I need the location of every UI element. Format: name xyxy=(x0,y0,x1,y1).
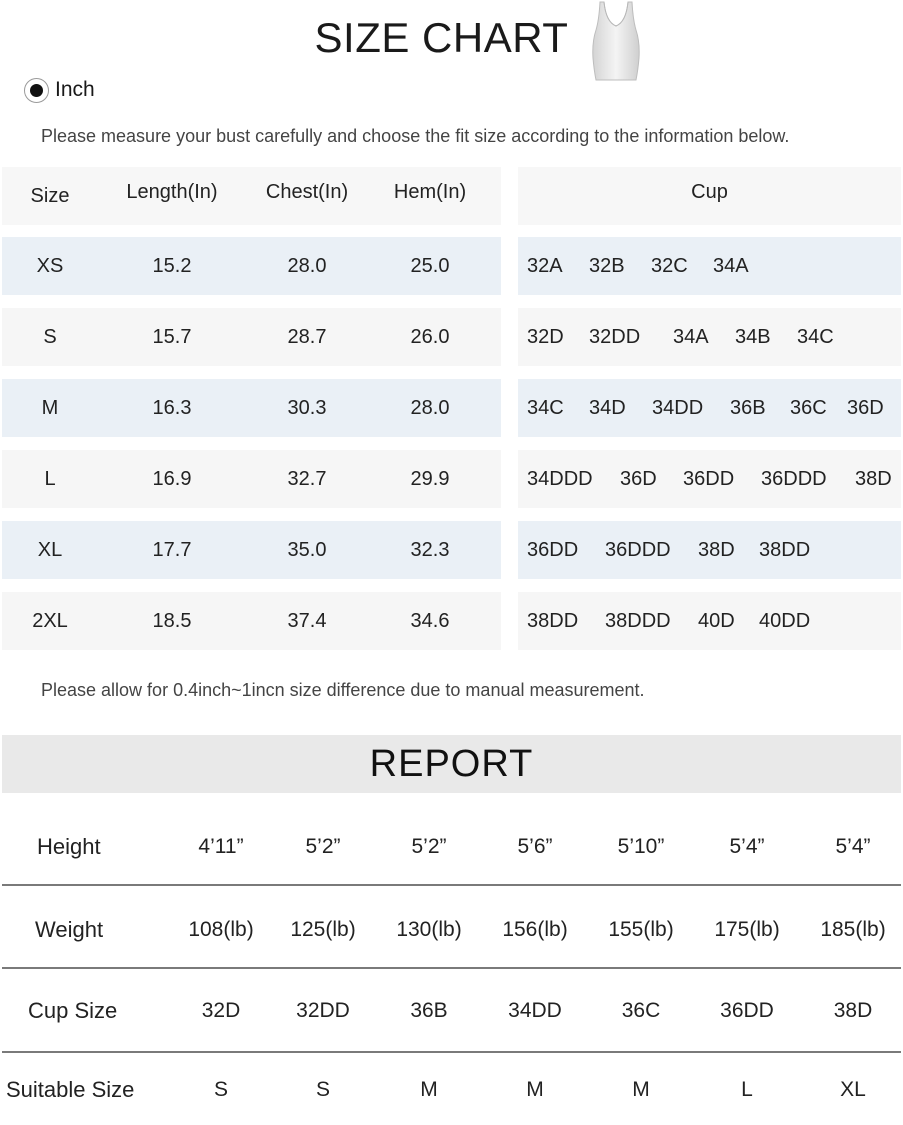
header-chest: Chest(In) xyxy=(265,180,349,203)
report-value: 32D xyxy=(201,999,241,1022)
unit-option-inch[interactable] xyxy=(24,76,95,104)
report-value: M xyxy=(420,1078,438,1101)
report-row-label: Weight xyxy=(35,917,104,942)
size-cell: S xyxy=(43,325,57,348)
report-value: 32DD xyxy=(296,999,350,1022)
chest-cell: 37.4 xyxy=(287,609,327,632)
size-cell: XL xyxy=(37,538,63,561)
report-row-height xyxy=(0,806,903,888)
report-value: 156(lb) xyxy=(502,918,568,941)
hem-cell: 25.0 xyxy=(410,254,450,277)
report-title-bar xyxy=(2,735,901,793)
cup-list xyxy=(518,379,901,437)
cup-value: 34B xyxy=(735,325,771,348)
cup-value: 34DDD xyxy=(527,467,593,490)
hem-cell: 26.0 xyxy=(410,325,450,348)
report-value: 5’4” xyxy=(729,835,765,858)
cup-value: 38D xyxy=(855,467,892,490)
header-size: Size xyxy=(30,184,70,207)
chest-cell: 30.3 xyxy=(287,396,327,419)
report-value: 155(lb) xyxy=(608,918,674,941)
chest-cell: 35.0 xyxy=(287,538,327,561)
header-length: Length(In) xyxy=(126,180,218,203)
report-value: L xyxy=(741,1078,753,1101)
size-cell: XS xyxy=(36,254,64,277)
size-cell: L xyxy=(44,467,56,490)
cup-value: 34DD xyxy=(652,396,704,419)
report-row-label: Cup Size xyxy=(28,998,118,1023)
chest-cell: 28.0 xyxy=(287,254,327,277)
cup-value: 34C xyxy=(527,396,564,419)
cup-value: 36DD xyxy=(527,538,579,561)
length-cell: 16.9 xyxy=(152,467,192,490)
cup-value: 36B xyxy=(730,396,766,419)
report-value: 125(lb) xyxy=(290,918,356,941)
hem-cell: 32.3 xyxy=(410,538,450,561)
report-value: XL xyxy=(840,1078,866,1101)
size-cell: 2XL xyxy=(32,609,68,632)
report-row-suitable-size xyxy=(0,1050,903,1125)
cup-list xyxy=(518,237,901,295)
cup-value: 32B xyxy=(589,254,625,277)
report-value: 36C xyxy=(621,999,661,1022)
report-value: 36DD xyxy=(720,999,774,1022)
cup-value: 34D xyxy=(589,396,626,419)
report-row-weight xyxy=(0,889,903,971)
report-row-cup-size xyxy=(0,970,903,1052)
cup-value: 38DDD xyxy=(605,609,671,632)
length-cell: 15.2 xyxy=(152,254,192,277)
cup-value: 34A xyxy=(673,325,709,348)
measure-instructions: Please measure your bust carefully and choose the fit size according to the information below. xyxy=(41,126,790,146)
report-value: 36B xyxy=(410,999,448,1022)
chest-cell: 28.7 xyxy=(287,325,327,348)
report-value: 5’10” xyxy=(617,835,665,858)
cup-value: 36DDD xyxy=(605,538,671,561)
cup-list xyxy=(518,450,901,508)
chest-cell: 32.7 xyxy=(287,467,327,490)
cup-value: 32DD xyxy=(589,325,641,348)
size-cell: M xyxy=(41,396,59,419)
header-cup: Cup xyxy=(691,180,728,203)
tank-top-product-image xyxy=(586,0,646,82)
report-row-label: Height xyxy=(37,834,101,859)
cup-list xyxy=(518,308,901,366)
report-value: 130(lb) xyxy=(396,918,462,941)
row-divider xyxy=(2,967,901,969)
hem-cell: 29.9 xyxy=(410,467,450,490)
report-value: 108(lb) xyxy=(188,918,254,941)
length-cell: 16.3 xyxy=(152,396,192,419)
unit-option-label: Inch xyxy=(55,78,95,101)
radio-selected-icon[interactable] xyxy=(24,78,49,103)
report-value: 38D xyxy=(833,999,873,1022)
report-title: REPORT xyxy=(369,742,534,785)
cup-value: 36DD xyxy=(683,467,735,490)
page-title: SIZE CHART xyxy=(314,14,569,61)
cup-value: 36DDD xyxy=(761,467,827,490)
report-value: M xyxy=(526,1078,544,1101)
length-cell: 17.7 xyxy=(152,538,192,561)
radio-dot xyxy=(30,84,43,97)
row-divider xyxy=(2,884,901,886)
hem-cell: 28.0 xyxy=(410,396,450,419)
cup-list xyxy=(518,521,901,579)
report-value: 5’4” xyxy=(835,835,871,858)
hem-cell: 34.6 xyxy=(410,609,450,632)
report-value: 5’2” xyxy=(411,835,447,858)
report-value: 185(lb) xyxy=(820,918,886,941)
cup-value: 32A xyxy=(527,254,563,277)
cup-value: 40D xyxy=(698,609,735,632)
length-cell: 18.5 xyxy=(152,609,192,632)
cup-value: 36D xyxy=(620,467,657,490)
report-value: 5’6” xyxy=(517,835,553,858)
cup-value: 34A xyxy=(713,254,749,277)
cup-value: 38DD xyxy=(759,538,811,561)
report-value: S xyxy=(213,1078,228,1101)
cup-value: 36D xyxy=(847,396,884,419)
report-value: 4’11” xyxy=(198,835,244,858)
cup-value: 34C xyxy=(797,325,834,348)
report-value: M xyxy=(632,1078,650,1101)
header-hem: Hem(In) xyxy=(393,180,467,203)
cup-value: 36C xyxy=(790,396,827,419)
cup-value: 38DD xyxy=(527,609,579,632)
cup-value: 32C xyxy=(651,254,688,277)
report-row-label: Suitable Size xyxy=(6,1077,135,1102)
cup-value: 40DD xyxy=(759,609,811,632)
report-value: 34DD xyxy=(508,999,562,1022)
report-value: 5’2” xyxy=(305,835,341,858)
cup-value: 32D xyxy=(527,325,564,348)
length-cell: 15.7 xyxy=(152,325,192,348)
cup-value: 38D xyxy=(698,538,735,561)
measurement-disclaimer: Please allow for 0.4inch~1incn size difference due to manual measurement. xyxy=(41,680,645,700)
report-value: 175(lb) xyxy=(714,918,780,941)
cup-list xyxy=(518,592,901,650)
report-value: S xyxy=(315,1078,330,1101)
